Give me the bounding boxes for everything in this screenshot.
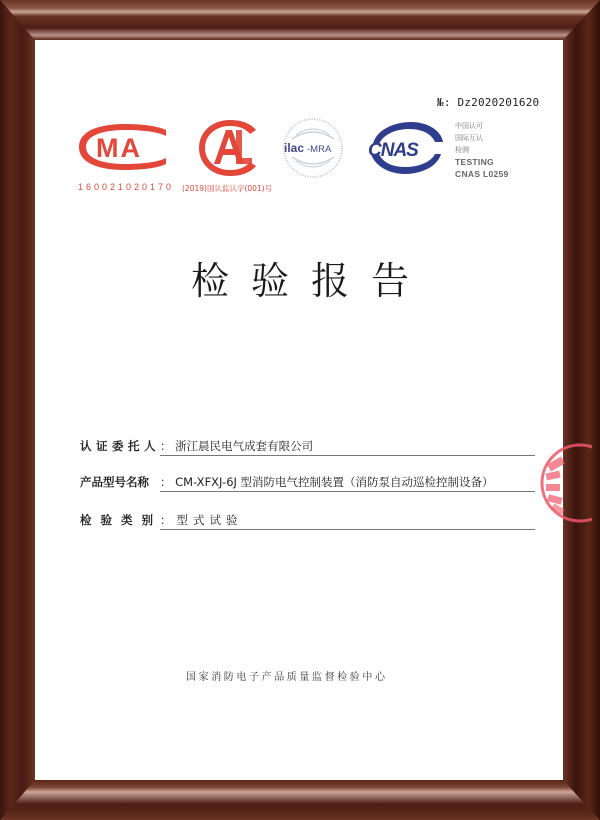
frame-top-molding (0, 0, 600, 40)
field-product (80, 472, 535, 494)
certificate-number (437, 96, 539, 109)
field-test-type-label: 检验类别 (80, 513, 162, 527)
field-test-type (80, 510, 535, 532)
document-title: 检验报告 (190, 259, 431, 303)
field-product-label: 产品型号名称 (80, 475, 149, 489)
field-test-type-underline (160, 529, 535, 530)
svg-text:ilac: ilac (284, 141, 305, 155)
cma-logo-icon (76, 122, 174, 172)
certificate-number-label: №: (437, 96, 451, 109)
field-product-value: ： CM-XFXJ-6J 型消防电气控制装置（消防泵自动巡检控制设备） (160, 475, 494, 489)
field-product-underline (160, 491, 535, 492)
cnas-accreditation-text (455, 120, 509, 180)
field-test-type-value: ：型式试验 (160, 513, 243, 527)
frame-left-molding (0, 0, 35, 820)
cnas-line-3: 检测 (455, 146, 469, 154)
cnas-line-number: CNAS L0259 (455, 169, 509, 179)
frame-right-molding (563, 0, 600, 820)
svg-text:CNAS: CNAS (368, 140, 418, 161)
cal-logo-icon (196, 118, 264, 178)
field-client-underline (160, 455, 535, 456)
field-client (80, 436, 535, 458)
certificate-number-value: Dz2020201620 (457, 96, 540, 109)
field-client-value: ： 浙江晨民电气成套有限公司 (160, 439, 314, 453)
cnas-line-1: 中国认可 (455, 122, 483, 130)
svg-text:MA: MA (96, 133, 142, 163)
cnas-line-2: 国际互认 (455, 134, 483, 142)
cnas-logo-icon (367, 120, 447, 176)
field-client-label: 认证委托人 (80, 439, 160, 453)
cnas-line-testing: TESTING (455, 157, 494, 167)
cma-code: 160021020170 (78, 182, 175, 192)
svg-text:-MRA: -MRA (307, 144, 332, 155)
ilac-mra-logo-icon (282, 117, 344, 179)
frame-bottom-molding (0, 780, 600, 820)
official-seal-icon (536, 440, 592, 526)
cal-code: (2019)国认监认字(001)号 (182, 184, 273, 193)
issuing-organization: 国家消防电子产品质量监督检验中心 (186, 672, 388, 683)
